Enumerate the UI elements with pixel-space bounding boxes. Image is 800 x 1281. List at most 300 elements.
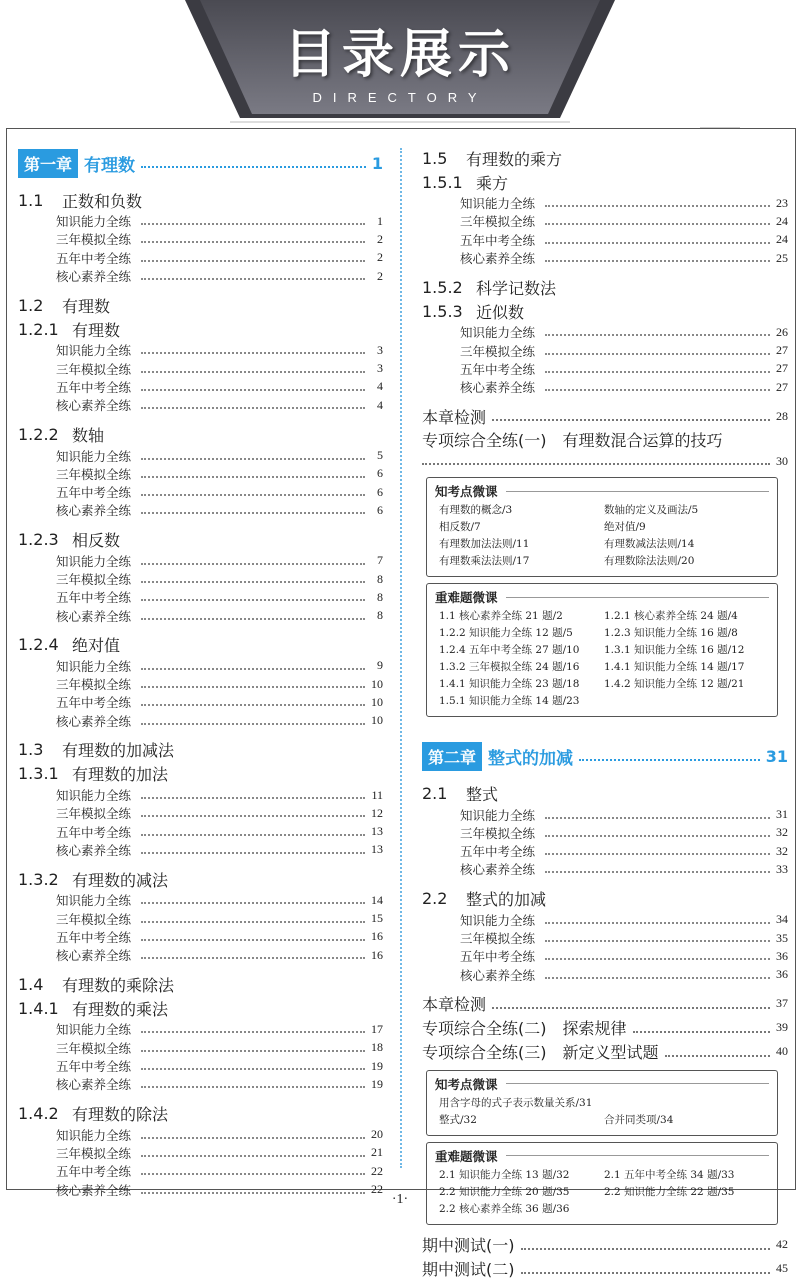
exercise-entry[interactable] xyxy=(460,378,788,396)
exercise-title: 三年模拟全练 xyxy=(56,232,132,248)
exercise-page: 10 xyxy=(371,676,383,691)
micro-lesson-title: 知考点微课 xyxy=(435,484,498,500)
exercise-title: 核心素养全练 xyxy=(460,862,536,878)
exercise-entry[interactable] xyxy=(56,552,383,570)
exercise-entry[interactable] xyxy=(56,712,383,730)
exercise-page: 5 xyxy=(377,448,383,463)
micro-lesson-title: 重难题微课 xyxy=(435,590,498,606)
exercise-entry[interactable] xyxy=(56,909,383,927)
exercise-entry[interactable] xyxy=(460,965,788,983)
exercise-page: 22 xyxy=(371,1163,383,1178)
exercise-title: 五年中考全练 xyxy=(460,361,536,377)
leader-dots xyxy=(521,1248,771,1250)
section-title: 相反数 xyxy=(72,531,121,551)
section-number: 1.3 xyxy=(18,740,44,760)
exercise-title: 五年中考全练 xyxy=(460,949,536,965)
exercise-title: 核心素养全练 xyxy=(460,251,536,267)
leader-dots xyxy=(141,1137,365,1139)
section-heading[interactable] xyxy=(18,972,383,996)
leader-dots xyxy=(545,334,770,336)
exercise-title: 知识能力全练 xyxy=(56,893,132,909)
exercise-page: 34 xyxy=(776,912,788,927)
exercise-entry[interactable] xyxy=(56,786,383,804)
chapter-title: 整式的加减 xyxy=(488,748,574,769)
section-heading[interactable] xyxy=(18,738,383,762)
micro-lesson-item[interactable]: 数轴的定义及画法/5 xyxy=(604,504,699,517)
micro-lesson-item[interactable]: 有理数加法法则/11 xyxy=(439,538,530,551)
section-heading[interactable] xyxy=(422,299,788,323)
leader-dots xyxy=(141,686,365,688)
section-title: 期中测试(一) xyxy=(422,1236,515,1256)
spacer xyxy=(18,520,383,528)
section-heading[interactable] xyxy=(422,1257,788,1281)
section-heading[interactable] xyxy=(422,992,788,1016)
exercise-page: 4 xyxy=(377,397,383,412)
exercise-entry[interactable] xyxy=(56,570,383,588)
exercise-entry[interactable] xyxy=(56,1039,383,1057)
section-title: 专项综合全练(三) 新定义型试题 xyxy=(422,1043,659,1063)
exercise-entry[interactable] xyxy=(56,928,383,946)
exercise-page: 33 xyxy=(776,861,788,876)
exercise-page: 3 xyxy=(377,361,383,376)
micro-lesson-item[interactable]: 相反数/7 xyxy=(439,521,481,534)
section-number: 1.2.1 xyxy=(18,319,59,339)
micro-lesson-header xyxy=(435,1147,769,1165)
exercise-entry[interactable] xyxy=(56,446,383,464)
spacer xyxy=(422,717,788,739)
exercise-page: 6 xyxy=(377,502,383,517)
leader-dots xyxy=(141,1173,365,1175)
section-number: 2.1 xyxy=(422,783,448,803)
exercise-entry[interactable] xyxy=(460,249,788,267)
exercise-entry[interactable] xyxy=(56,341,383,359)
leader-dots xyxy=(545,371,770,373)
spacer xyxy=(18,285,383,293)
exercise-entry[interactable] xyxy=(56,249,383,267)
section-heading[interactable] xyxy=(422,1016,788,1040)
leader-dots xyxy=(141,352,365,354)
micro-lesson-item[interactable]: 合并同类项/34 xyxy=(604,1113,674,1126)
exercise-title: 知识能力全练 xyxy=(460,196,536,212)
exercise-title: 五年中考全练 xyxy=(56,250,132,266)
exercise-page: 27 xyxy=(776,361,788,376)
leader-dots xyxy=(141,1155,365,1157)
exercise-page: 6 xyxy=(377,466,383,481)
section-title: 有理数的乘方 xyxy=(466,149,563,169)
section-title: 近似数 xyxy=(476,302,525,322)
section-title: 有理数的乘法 xyxy=(72,999,169,1019)
section-number: 1.2.3 xyxy=(18,530,59,550)
exercise-entry[interactable] xyxy=(56,946,383,964)
exercise-entry[interactable] xyxy=(56,1126,383,1144)
section-title: 绝对值 xyxy=(72,636,121,656)
exercise-entry[interactable] xyxy=(56,267,383,285)
section-number: 1.1 xyxy=(18,190,44,210)
leader-dots xyxy=(545,353,770,355)
exercise-entry[interactable] xyxy=(56,501,383,519)
section-page: 42 xyxy=(776,1237,788,1252)
section-number: 1.5 xyxy=(422,148,448,168)
micro-lesson-list xyxy=(435,502,769,570)
spacer xyxy=(18,859,383,867)
section-page: 45 xyxy=(776,1261,788,1276)
micro-lesson-item[interactable]: 1.4.2 知识能力全练 12 题/21 xyxy=(604,678,745,691)
exercise-entry[interactable] xyxy=(460,947,788,965)
section-heading[interactable] xyxy=(18,188,383,212)
micro-lesson-list xyxy=(435,608,769,710)
section-number: 1.2.4 xyxy=(18,635,59,655)
leader-dots xyxy=(521,1272,771,1274)
micro-lesson-header xyxy=(435,482,769,500)
exercise-entry[interactable] xyxy=(460,341,788,359)
exercise-page: 25 xyxy=(776,250,788,265)
exercise-title: 核心素养全练 xyxy=(56,269,132,285)
page-title: 目录展示 xyxy=(283,25,516,85)
section-heading[interactable] xyxy=(18,422,383,446)
exercise-title: 三年模拟全练 xyxy=(460,825,536,841)
toc-left-column xyxy=(18,146,383,1199)
exercise-entry[interactable] xyxy=(460,842,788,860)
exercise-page: 20 xyxy=(371,1127,383,1142)
leader-dots xyxy=(422,463,770,465)
exercise-entry[interactable] xyxy=(56,483,383,501)
leader-dots xyxy=(545,940,770,942)
exercise-page: 6 xyxy=(377,484,383,499)
exercise-entry[interactable] xyxy=(56,396,383,414)
section-heading[interactable] xyxy=(422,781,788,805)
exercise-entry[interactable] xyxy=(56,1144,383,1162)
leader-dots xyxy=(141,704,365,706)
section-title: 乘方 xyxy=(476,173,509,193)
micro-lesson-item[interactable]: 2.1 五年中考全练 34 题/33 xyxy=(604,1168,735,1181)
micro-lesson-item[interactable]: 2.2 知识能力全练 20 题/35 xyxy=(439,1185,570,1198)
exercise-page: 9 xyxy=(377,658,383,673)
exercise-title: 三年模拟全练 xyxy=(56,1040,132,1056)
exercise-page: 2 xyxy=(377,231,383,246)
exercise-entry[interactable] xyxy=(460,911,788,929)
section-title: 整式的加减 xyxy=(466,890,547,910)
exercise-title: 五年中考全练 xyxy=(460,844,536,860)
exercise-title: 三年模拟全练 xyxy=(460,214,536,230)
leader-dots xyxy=(141,581,365,583)
exercise-page: 16 xyxy=(371,929,383,944)
leader-dots xyxy=(545,922,770,924)
leader-dots xyxy=(141,599,365,601)
leader-dots xyxy=(141,668,365,670)
exercise-title: 知识能力全练 xyxy=(56,788,132,804)
exercise-page: 27 xyxy=(776,343,788,358)
exercise-page: 11 xyxy=(371,787,383,802)
exercise-page: 31 xyxy=(776,807,788,822)
exercise-page: 16 xyxy=(371,947,383,962)
exercise-entry[interactable] xyxy=(460,360,788,378)
exercise-page: 19 xyxy=(371,1058,383,1073)
section-heading[interactable] xyxy=(422,275,788,299)
exercise-title: 核心素养全练 xyxy=(460,380,536,396)
exercise-title: 三年模拟全练 xyxy=(56,572,132,587)
exercise-entry[interactable] xyxy=(56,804,383,822)
exercise-title: 五年中考全练 xyxy=(56,590,132,606)
exercise-entry[interactable] xyxy=(460,212,788,230)
micro-lesson-header xyxy=(435,588,769,606)
leader-dots xyxy=(141,476,365,478)
section-heading[interactable] xyxy=(18,293,383,317)
leader-row xyxy=(422,451,788,471)
exercise-title: 知识能力全练 xyxy=(56,1127,132,1143)
leader-dots xyxy=(141,166,366,168)
section-heading[interactable] xyxy=(422,146,788,170)
leader-dots xyxy=(141,458,365,460)
section-title: 有理数 xyxy=(62,296,111,316)
section-heading[interactable] xyxy=(18,528,383,552)
section-title: 专项综合全练(一) 有理数混合运算的技巧 xyxy=(422,431,723,451)
section-title: 有理数的减法 xyxy=(72,870,169,890)
leader-dots xyxy=(141,1086,365,1088)
section-heading[interactable] xyxy=(422,404,788,428)
leader-dots xyxy=(141,563,365,565)
section-heading[interactable] xyxy=(422,428,788,471)
exercise-entry[interactable] xyxy=(56,675,383,693)
page-number: ·1· xyxy=(391,1192,409,1207)
micro-lesson-header xyxy=(435,1075,769,1093)
micro-lesson-item[interactable]: 绝对值/9 xyxy=(604,521,646,534)
leader-dots xyxy=(141,902,365,904)
exercise-title: 三年模拟全练 xyxy=(56,361,132,377)
micro-lesson-box xyxy=(426,1142,778,1225)
section-page: 39 xyxy=(776,1020,788,1035)
section-number: 1.3.2 xyxy=(18,869,59,889)
section-heading[interactable] xyxy=(18,1102,383,1126)
exercise-entry[interactable] xyxy=(460,824,788,842)
micro-lesson-item[interactable]: 有理数乘法法则/17 xyxy=(439,555,530,568)
leader-dots xyxy=(141,797,365,799)
micro-lesson-box xyxy=(426,477,778,577)
exercise-title: 核心素养全练 xyxy=(56,608,132,624)
chapter-page: 31 xyxy=(765,746,788,766)
exercise-title: 三年模拟全练 xyxy=(460,931,536,946)
exercise-entry[interactable] xyxy=(56,588,383,606)
leader-dots xyxy=(141,852,365,854)
leader-dots xyxy=(545,242,770,244)
exercise-title: 五年中考全练 xyxy=(56,824,132,840)
exercise-entry[interactable] xyxy=(56,657,383,675)
micro-lesson-item[interactable]: 1.3.1 知识能力全练 16 题/12 xyxy=(604,644,745,657)
exercise-entry[interactable] xyxy=(460,929,788,947)
micro-lesson-item[interactable]: 2.2 知识能力全练 22 题/35 xyxy=(604,1185,735,1198)
section-title: 本章检测 xyxy=(422,995,487,1015)
exercise-title: 核心素养全练 xyxy=(56,842,132,858)
exercise-entry[interactable] xyxy=(460,231,788,249)
leader-dots xyxy=(141,260,365,262)
micro-lesson-item[interactable]: 1.3.2 三年模拟全练 24 题/16 xyxy=(439,661,580,674)
micro-lesson-item[interactable]: 1.4.1 知识能力全练 14 题/17 xyxy=(604,661,745,674)
micro-lesson-item[interactable]: 1.2.4 五年中考全练 27 题/10 xyxy=(439,644,580,657)
exercise-page: 32 xyxy=(776,843,788,858)
leader-dots xyxy=(141,1068,365,1070)
section-heading[interactable] xyxy=(422,170,788,194)
micro-lesson-item[interactable]: 有理数减法法则/14 xyxy=(604,538,695,551)
exercise-entry[interactable] xyxy=(56,1057,383,1075)
micro-lesson-item[interactable]: 1.1 核心素养全练 21 题/2 xyxy=(439,610,563,623)
exercise-page: 3 xyxy=(377,342,383,357)
exercise-entry[interactable] xyxy=(56,1162,383,1180)
leader-dots xyxy=(545,205,770,207)
leader-dots xyxy=(141,389,365,391)
exercise-entry[interactable] xyxy=(56,1075,383,1093)
exercise-entry[interactable] xyxy=(56,359,383,377)
exercise-page: 36 xyxy=(776,967,788,982)
leader-dots xyxy=(633,1031,771,1033)
section-title: 有理数的加减法 xyxy=(62,741,175,761)
exercise-page: 32 xyxy=(776,825,788,840)
micro-lesson-title: 知考点微课 xyxy=(435,1076,498,1092)
exercise-title: 知识能力全练 xyxy=(56,658,132,674)
exercise-entry[interactable] xyxy=(460,323,788,341)
micro-lesson-item[interactable]: 1.2.3 知识能力全练 16 题/8 xyxy=(604,627,738,640)
micro-lesson-item[interactable]: 1.2.1 核心素养全练 24 题/4 xyxy=(604,610,738,623)
exercise-page: 2 xyxy=(377,250,383,265)
exercise-title: 三年模拟全练 xyxy=(56,466,132,482)
section-page: 40 xyxy=(776,1044,788,1059)
leader-dots xyxy=(141,815,365,817)
exercise-page: 1 xyxy=(377,213,383,228)
micro-lesson-item[interactable]: 2.1 知识能力全练 13 题/32 xyxy=(439,1168,570,1181)
exercise-title: 知识能力全练 xyxy=(56,553,132,569)
exercise-page: 21 xyxy=(371,1145,383,1160)
leader-dots xyxy=(545,871,770,873)
exercise-page: 26 xyxy=(776,324,788,339)
spacer xyxy=(18,414,383,422)
exercise-entry[interactable] xyxy=(56,891,383,909)
leader-dots xyxy=(141,512,365,514)
exercise-entry[interactable] xyxy=(56,606,383,624)
section-heading[interactable] xyxy=(18,762,383,786)
exercise-page: 8 xyxy=(377,608,383,623)
leader-dots xyxy=(545,853,770,855)
exercise-page: 15 xyxy=(371,911,383,926)
section-heading[interactable] xyxy=(18,317,383,341)
exercise-page: 7 xyxy=(377,553,383,568)
exercise-entry[interactable] xyxy=(56,693,383,711)
micro-lesson-item[interactable]: 用含字母的式子表示数量关系/31 xyxy=(439,1096,593,1109)
micro-lesson-title: 重难题微课 xyxy=(435,1148,498,1164)
section-number: 1.5.2 xyxy=(422,277,463,297)
section-title: 数轴 xyxy=(72,425,105,445)
chapter-heading[interactable] xyxy=(18,148,383,178)
exercise-title: 知识能力全练 xyxy=(56,1022,132,1038)
leader-dots xyxy=(492,1007,770,1009)
leader-dots xyxy=(545,817,770,819)
leader-dots xyxy=(492,419,770,421)
spacer xyxy=(422,396,788,404)
header-rule xyxy=(506,1083,769,1084)
header-rule xyxy=(506,1155,769,1156)
section-page: 28 xyxy=(776,408,788,423)
exercise-page: 24 xyxy=(776,232,788,247)
section-number: 1.4.1 xyxy=(18,998,59,1018)
exercise-page: 18 xyxy=(371,1040,383,1055)
spacer xyxy=(422,879,788,887)
micro-lesson-item[interactable]: 整式/32 xyxy=(439,1113,477,1126)
section-heading[interactable] xyxy=(18,633,383,657)
leader-dots xyxy=(545,223,770,225)
exercise-title: 知识能力全练 xyxy=(56,448,132,464)
micro-lesson-item[interactable]: 1.5.1 知识能力全练 14 题/23 xyxy=(439,695,580,708)
exercise-entry[interactable] xyxy=(460,194,788,212)
section-heading[interactable] xyxy=(422,887,788,911)
micro-lesson-item[interactable]: 2.2 核心素养全练 36 题/36 xyxy=(439,1202,570,1215)
exercise-entry[interactable] xyxy=(56,465,383,483)
leader-dots xyxy=(141,921,365,923)
leader-dots xyxy=(579,759,760,761)
section-title: 有理数的除法 xyxy=(72,1105,169,1124)
section-page: 30 xyxy=(776,453,788,468)
spacer xyxy=(18,1094,383,1102)
exercise-page: 35 xyxy=(776,930,788,945)
exercise-entry[interactable] xyxy=(56,378,383,396)
chapter-badge: 第二章 xyxy=(422,742,482,771)
spacer xyxy=(18,730,383,738)
chapter-heading[interactable] xyxy=(422,741,788,771)
header-banner xyxy=(0,0,800,130)
micro-lesson-item[interactable]: 有理数除法法则/20 xyxy=(604,555,695,568)
leader-dots xyxy=(141,939,365,941)
exercise-title: 核心素养全练 xyxy=(56,1077,132,1093)
exercise-title: 知识能力全练 xyxy=(56,214,132,230)
section-title: 有理数的乘除法 xyxy=(62,975,175,995)
exercise-page: 17 xyxy=(371,1021,383,1036)
micro-lesson-box xyxy=(426,583,778,717)
micro-lesson-item[interactable]: 1.2.2 知识能力全练 12 题/5 xyxy=(439,627,573,640)
section-heading[interactable] xyxy=(18,867,383,891)
section-title: 科学记数法 xyxy=(476,278,557,298)
exercise-title: 知识能力全练 xyxy=(460,912,536,928)
exercise-page: 22 xyxy=(371,1182,383,1197)
leader-dots xyxy=(141,723,365,725)
exercise-entry[interactable] xyxy=(56,841,383,859)
section-number: 1.4.2 xyxy=(18,1104,59,1123)
header-rule xyxy=(506,491,769,492)
header-rule xyxy=(506,597,769,598)
exercise-page: 23 xyxy=(776,195,788,210)
exercise-entry[interactable] xyxy=(56,1020,383,1038)
exercise-entry[interactable] xyxy=(56,823,383,841)
exercise-entry[interactable] xyxy=(460,805,788,823)
section-heading[interactable] xyxy=(18,996,383,1020)
section-title: 本章检测 xyxy=(422,407,487,427)
exercise-page: 36 xyxy=(776,948,788,963)
chapter-badge: 第一章 xyxy=(18,149,78,178)
section-heading[interactable] xyxy=(422,1233,788,1257)
exercise-title: 核心素养全练 xyxy=(56,948,132,964)
exercise-entry[interactable] xyxy=(56,212,383,230)
exercise-page: 27 xyxy=(776,379,788,394)
micro-lesson-item[interactable]: 有理数的概念/3 xyxy=(439,504,513,517)
micro-lesson-item[interactable]: 1.4.1 知识能力全练 23 题/18 xyxy=(439,678,580,691)
section-number: 1.4 xyxy=(18,974,44,994)
leader-dots xyxy=(141,241,365,243)
section-number: 2.2 xyxy=(422,889,448,909)
section-heading[interactable] xyxy=(422,1040,788,1064)
exercise-page: 19 xyxy=(371,1076,383,1091)
leader-dots xyxy=(545,389,770,391)
exercise-page: 14 xyxy=(371,892,383,907)
exercise-title: 五年中考全练 xyxy=(56,1059,132,1075)
exercise-entry[interactable] xyxy=(460,860,788,878)
exercise-title: 知识能力全练 xyxy=(460,325,536,341)
exercise-entry[interactable] xyxy=(56,230,383,248)
section-number: 1.2 xyxy=(18,295,44,315)
